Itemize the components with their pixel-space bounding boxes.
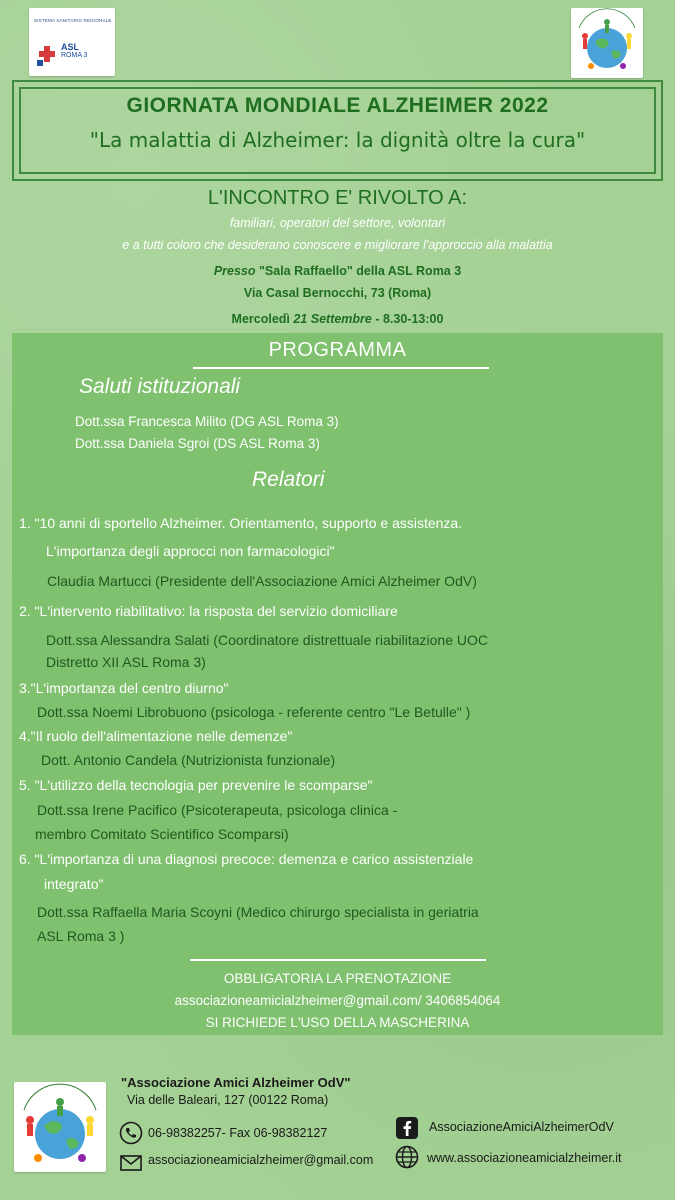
audience-heading: L'INCONTRO E' RIVOLTO A: — [207, 187, 468, 209]
footer-email[interactable]: associazioneamicialzheimer@gmail.com — [148, 1153, 374, 1167]
facebook-icon — [395, 1116, 419, 1140]
greeting-line-2: Dott.ssa Daniela Sgroi (DS ASL Roma 3) — [75, 436, 320, 451]
venue-day: Mercoledì — [231, 312, 294, 326]
venue-date-value: 21 Settembre — [293, 312, 372, 326]
talk-6-speaker-cont: ASL Roma 3 ) — [37, 928, 125, 944]
asl-name: ASL — [61, 42, 79, 52]
audience-line-1: familiari, operatori del settore, volontari — [229, 216, 446, 230]
talk-2-speaker-cont: Distretto XII ASL Roma 3) — [46, 654, 206, 670]
venue-address: Via Casal Bernocchi, 73 (Roma) — [243, 286, 432, 300]
asl-top-text: SISTEMA SANITARIO REGIONALE — [34, 18, 112, 23]
talk-3-speaker: Dott.ssa Noemi Librobuono (psicologa - referente centro "Le Betulle" ) — [37, 704, 471, 720]
talk-6-speaker: Dott.ssa Raffaella Maria Scoyni (Medico chirurgo specialista in geriatria — [37, 904, 479, 920]
presso-label: Presso — [213, 264, 256, 278]
phone-icon — [119, 1121, 143, 1145]
main-subtitle: "La malattia di Alzheimer: la dignità oltre la cura" — [89, 128, 586, 152]
audience-line-2: e a tutti coloro che desiderano conoscere e migliorare l'approccio alla malattia — [122, 238, 553, 252]
talk-5-title: 5. "L'utilizzo della tecnologia per prevenire le scomparse" — [19, 777, 373, 793]
talk-1-speaker: Claudia Martucci (Presidente dell'Associazione Amici Alzheimer OdV) — [47, 573, 477, 589]
venue-time: - 8.30-13:00 — [371, 312, 444, 326]
footer-address: Via delle Baleari, 127 (00122 Roma) — [127, 1093, 329, 1107]
greetings-heading: Saluti istituzionali — [79, 375, 241, 398]
venue-place — [0, 264, 675, 278]
talk-1-title-cont: L'importanza degli approcci non farmacologici" — [46, 543, 335, 559]
talk-6-title: 6. "L'importanza di una diagnosi precoce: demenza e carico assistenziale — [19, 851, 474, 867]
speakers-heading: Relatori — [252, 468, 325, 491]
globe-people-icon — [14, 1082, 106, 1172]
booking-contact: associazioneamicialzheimer@gmail.com/ 3406854064 — [174, 993, 501, 1008]
venue-date — [0, 312, 675, 326]
talk-2-speaker: Dott.ssa Alessandra Salati (Coordinatore distrettuale riabilitazione UOC — [46, 632, 488, 648]
booking-required: OBBLIGATORIA LA PRENOTAZIONE — [223, 971, 452, 986]
talk-2-title: 2. "L'intervento riabilitativo: la risposta del servizio domiciliare — [19, 603, 398, 619]
footer-phone: 06-98382257- Fax 06-98382127 — [148, 1126, 328, 1140]
main-title: GIORNATA MONDIALE ALZHEIMER 2022 — [126, 94, 549, 117]
amici-alzheimer-logo-bottom — [14, 1082, 106, 1172]
booking-divider — [190, 959, 486, 961]
talk-4-title: 4."Il ruolo dell'alimentazione nelle demenze" — [19, 728, 293, 744]
programme-title: PROGRAMMA — [268, 339, 407, 361]
asl-roma3-logo — [29, 8, 115, 76]
talk-5-speaker: Dott.ssa Irene Pacifico (Psicoterapeuta, psicologa clinica - — [37, 802, 398, 818]
footer-website[interactable]: www.associazioneamicialzheimer.it — [427, 1151, 622, 1165]
talk-1-title: 1. "10 anni di sportello Alzheimer. Orientamento, supporto e assistenza. — [19, 515, 463, 531]
medical-cross-icon — [39, 46, 55, 62]
footer-facebook[interactable]: AssociazioneAmiciAlzheimerOdV — [429, 1120, 614, 1134]
globe-people-icon — [571, 8, 643, 78]
footer-association-name: "Associazione Amici Alzheimer OdV" — [121, 1075, 351, 1090]
talk-6-title-cont: integrato" — [44, 876, 104, 892]
asl-sub: ROMA 3 — [61, 52, 88, 59]
venue-place-name: "Sala Raffaello" della ASL Roma 3 — [255, 264, 462, 278]
envelope-icon — [119, 1151, 143, 1175]
programme-divider — [193, 367, 489, 369]
talk-3-title: 3."L'importanza del centro diurno" — [19, 680, 229, 696]
amici-alzheimer-logo-top — [571, 8, 643, 78]
globe-icon — [395, 1145, 419, 1169]
talk-5-speaker-cont: membro Comitato Scientifico Scomparsi) — [35, 826, 289, 842]
talk-4-speaker: Dott. Antonio Candela (Nutrizionista funzionale) — [41, 752, 336, 768]
greeting-line-1: Dott.ssa Francesca Milito (DG ASL Roma 3) — [75, 414, 339, 429]
mask-note: SI RICHIEDE L'USO DELLA MASCHERINA — [205, 1015, 470, 1030]
